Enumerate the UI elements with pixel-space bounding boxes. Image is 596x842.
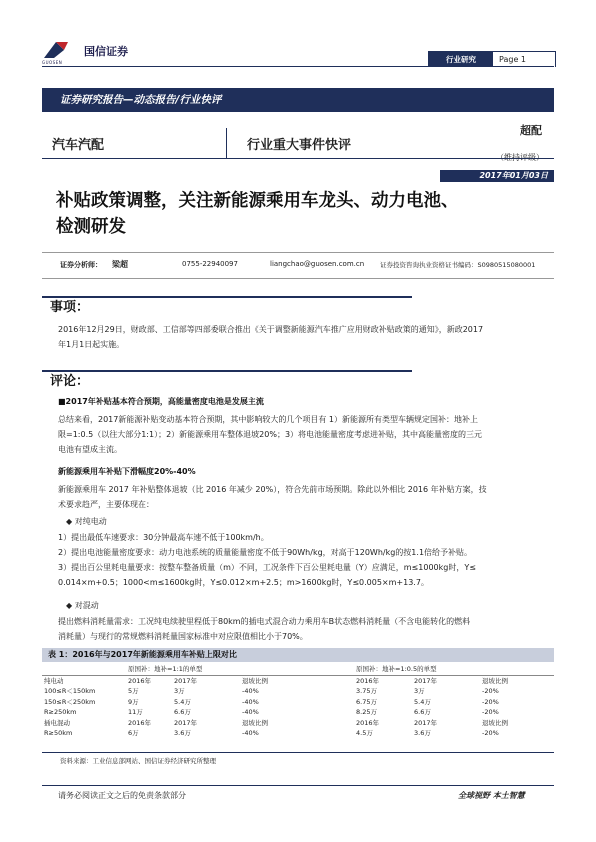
table-row [42,675,554,686]
table-cell: -20% [482,708,499,716]
group-right: 原国补：地补=1:0.5的单型 [354,664,554,675]
table-cell: 100≤R＜150km [44,687,96,695]
table-cell: 5万 [128,687,139,695]
footer-rule [42,785,554,786]
date-bar [440,170,554,182]
subsection-heading: 新能源乘用车补贴下滑幅度20%-40% [58,467,196,476]
table-cell: 2017年 [174,676,198,685]
table-cell: 11万 [128,708,143,716]
page-label: Page 1 [499,55,526,64]
text-line: 新能源乘用车 2017 年补贴整体退坡（比 2016 年减少 20%），符合先前市场预期。除此以外相比 2016 年补贴方案，技 [58,485,487,494]
table-title-bar [42,648,554,662]
comment-paragraph-1 [58,412,554,457]
analyst-name: 梁超 [112,260,128,269]
table-cell: -20% [482,687,499,695]
analyst-cert: 证券投资咨询执业资格证书编码：S0980515080001 [380,261,536,269]
category-tag: 行业研究 [429,52,493,67]
text-line: 2016年12月29日，财政部、工信部等四部委联合推出《关于调整新能源汽车推广应用财政补贴政策的通知》，新政2017 [58,325,484,334]
analyst-email: liangchao@guosen.com.cn [270,260,365,268]
table-cell: 3.6万 [414,729,431,737]
table-title: 表 1：2016年与2017年新能源乘用车补贴上限对比 [48,650,237,659]
table-cell: -40% [242,697,259,706]
analyst-rule-top [42,252,554,253]
comment-paragraph-3 [58,530,554,590]
rating: 超配 [520,124,542,137]
text-line: 0.014×m+0.5；1000<m≤1600kg时，Y≤0.012×m+2.5；m>1600kg时，Y≤0.005×m+13.7。 [58,578,429,587]
table-cell: 6.6万 [174,708,191,716]
table-cell: 8.25万 [356,708,377,716]
table-cell: 2016年 [128,718,152,727]
subsidy-table [42,664,554,739]
table-cell: -20% [482,697,499,706]
table-cell: 9万 [128,697,139,706]
guosen-logo-icon [42,40,82,60]
table-cell: 3.75万 [356,687,377,695]
table-cell: 退坡比例 [482,676,508,685]
table-cell: 4.5万 [356,729,373,737]
table-cell: 5.4万 [174,697,191,706]
comment-heading: 评论： [50,374,90,389]
event-heading: 事项： [50,300,90,315]
title-line: 检测研发 [56,217,126,237]
disclaimer-note: 请务必阅读正文之后的免责条款部分 [58,791,186,800]
table-cell: 2017年 [414,718,438,727]
table-cell: 2016年 [356,718,380,727]
table-group-row [42,664,554,675]
table-cell: 退坡比例 [482,718,508,727]
header-rule [42,66,554,67]
table-cell: 退坡比例 [242,676,268,685]
text-line: 消耗量）与现行的常规燃料消耗量国家标准中对应限值相比小于70%。 [58,632,308,641]
sector-rule [42,158,554,159]
text-line: 1）提出最低车速要求：30分钟最高车速不低于100km/h。 [58,533,269,542]
table-cell: 3.6万 [174,729,191,737]
report-type: 行业重大事件快评 [247,138,352,153]
table-bottom-rule [42,752,554,753]
table-cell: 6.75万 [356,697,377,706]
bullet-pure-electric: ◆ 对纯电动 [66,517,107,526]
table-cell: 纯电动 [44,676,64,685]
comment-paragraph-2 [58,482,554,512]
analyst-phone: 0755-22940097 [182,260,238,268]
text-line: 限=1:0.5（以往大部分1:1）；2）新能源乘用车整体退坡20%；3）将电池能量密度考虑进补贴，其中高能量密度的三元 [58,430,483,439]
table-cell: 2016年 [356,676,380,685]
analyst-label: 证券分析师： [60,261,102,269]
text-line: 总结来看，2017新能源补贴变动基本符合预期，其中影响较大的几个项目有 1）新能源所有类型车辆规定国补：地补上 [58,415,478,424]
table-cell: 5.4万 [414,697,431,706]
table-cell: 2017年 [414,676,438,685]
logo-text: 国信证券 [84,45,128,58]
table-row [42,707,554,718]
banner-text: 证券研究报告—动态报告/行业快评 [60,94,222,106]
table-cell: -20% [482,729,499,737]
report-title [56,188,556,240]
table-cell: 6.6万 [414,708,431,716]
text-line: 提出燃料消耗量需求：工况纯电续驶里程低于80km的插电式混合动力乘用车B状态燃料消耗量（不含电能转化的燃料 [58,617,471,626]
comment-paragraph-4 [58,614,554,644]
comment-heading-bar [42,370,412,372]
table-cell: 3万 [414,687,425,695]
sector-divider [226,128,227,158]
group-left: 原国补：地补=1:1的单型 [126,664,354,675]
report-banner [42,88,554,112]
report-date: 2017年01月03日 [479,171,548,180]
text-line: 2）提出电池能量密度要求：动力电池系统的质量能量密度不低于90Wh/kg，对高于120Wh/kg的按1.1倍给予补贴。 [58,548,473,557]
table-cell: 150≤R＜250km [44,697,96,706]
slogan: 全球视野 本土智慧 [458,791,525,800]
text-line: 电池有望成主流。 [58,445,122,454]
table-cell: 3万 [174,687,185,695]
table-cell: 6万 [128,729,139,737]
title-line: 补贴政策调整，关注新能源乘用车龙头、动力电池、 [56,191,459,211]
analyst-rule-bottom [42,278,554,279]
table-cell: R≥250km [44,708,77,716]
text-line: 术要求趋严，主要体现在： [58,500,154,509]
subsection-heading: ■2017年补贴基本符合预期，高能量密度电池是发展主流 [58,397,264,406]
event-heading-bar [42,296,412,298]
event-paragraph [58,322,554,352]
table-cell: 2017年 [174,718,198,727]
table-cell: 插电混动 [44,718,70,727]
table-row [42,728,554,739]
sector-name: 汽车汽配 [52,138,105,153]
table-row [42,718,554,729]
table-cell: -40% [242,729,259,737]
table-cell: R≥50km [44,729,73,737]
table-cell: 2016年 [128,676,152,685]
table-cell: 退坡比例 [242,718,268,727]
table-cell: -40% [242,708,259,716]
table-row [42,686,554,697]
text-line: 年1月1日起实施。 [58,340,125,349]
table-cell: -40% [242,687,259,695]
table-source: 资料来源：工业信息部网站、国信证券经济研究所整理 [60,757,216,765]
table-row [42,697,554,708]
text-line: 3）提出百公里耗电量要求：按整车整备质量（m）不同，工况条件下百公里耗电量（Y）应满足，m≤1000kg时，Y≤ [58,563,476,572]
page-tag [428,51,556,67]
logo-subtext: GUOSEN [42,60,63,65]
bullet-hybrid: ◆ 对混动 [66,601,99,610]
